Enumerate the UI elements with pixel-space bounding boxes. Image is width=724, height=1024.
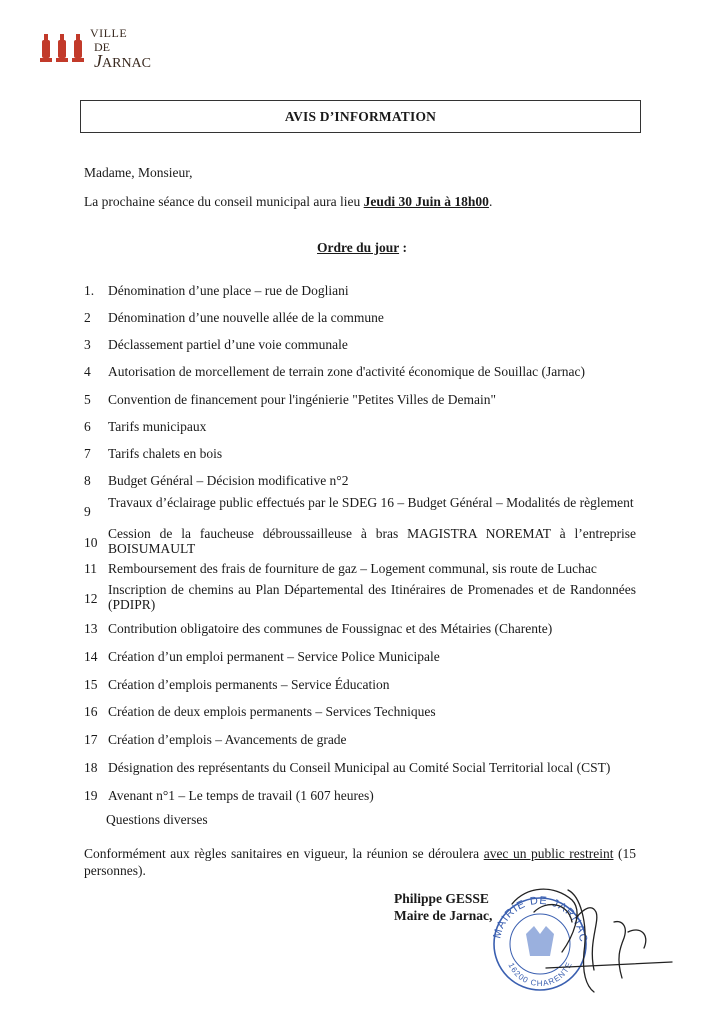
agenda-item-label: Création d’emplois – Avancements de grade [108, 732, 347, 747]
agenda-item-label: Travaux d’éclairage public effectués par le SDEG 16 – Budget Général – Modalités de règlement [108, 495, 634, 510]
notice-text: Conformément aux règles sanitaires en vigueur, la réunion se déroulera [84, 846, 484, 861]
agenda-item-number: 9 [84, 504, 91, 519]
svg-text:MAIRIE DE JARNAC: MAIRIE DE JARNAC [491, 894, 590, 944]
signatory-role: Maire de Jarnac, [394, 908, 493, 923]
agenda-item-number: 2 [84, 310, 91, 325]
agenda-item-label: Tarifs chalets en bois [108, 446, 223, 461]
agenda-item-label: Déclassement partiel d’une voie communale [108, 337, 348, 352]
agenda-item-number: 14 [84, 649, 98, 664]
logo-line-3-rest: ARNAC [102, 56, 152, 71]
intro-text: La prochaine séance du conseil municipal aura lieu [84, 194, 364, 209]
agenda-item-number: 16 [84, 704, 98, 719]
agenda-item-label: Avenant n°1 – Le temps de travail (1 607 heures) [108, 788, 374, 803]
agenda-item-number: 17 [84, 732, 98, 747]
agenda-item-label: Convention de financement pour l'ingénierie "Petites Villes de Demain" [108, 392, 497, 407]
notice-end: (15 personnes). [84, 846, 637, 878]
logo-line-3-cap: J [94, 51, 102, 71]
agenda-item-label: Budget Général – Décision modificative n°2 [108, 473, 349, 488]
agenda-item-number: 3 [84, 337, 91, 352]
agenda-item-label: Cession de la faucheuse débroussailleuse à bras MAGISTRA NOREMAT à l’entreprise BOISUMAULT [108, 526, 636, 556]
agenda-heading-text: Ordre du jour [317, 240, 400, 255]
agenda-item-label: Inscription de chemins au Plan Départemental des Itinéraires de Promenades et de Randonnées (PDIPR) [108, 582, 636, 612]
intro-end: . [488, 194, 493, 209]
salutation: Madame, Monsieur, [84, 165, 193, 180]
svg-text:16200 CHARENTE: 16200 CHARENTE [506, 960, 575, 989]
agenda-item-label: Autorisation de morcellement de terrain zone d'activité économique de Souillac (Jarnac) [108, 364, 585, 379]
agenda-item-label: Désignation des représentants du Conseil Municipal au Comité Social Territorial local (CST) [108, 760, 611, 775]
sanitary-notice [84, 845, 636, 879]
notice-title-box [80, 100, 641, 133]
notice-title: AVIS D’INFORMATION [284, 108, 437, 124]
agenda-item-number: 8 [84, 473, 91, 488]
agenda-heading-suffix: : [399, 240, 407, 255]
stamp-seal [491, 895, 589, 990]
agenda-item-label: Dénomination d’une nouvelle allée de la commune [108, 310, 384, 325]
official-stamp [476, 882, 686, 1002]
agenda-item-label: Dénomination d’une place – rue de Dogliani [108, 283, 349, 298]
agenda-item-number: 6 [84, 419, 91, 434]
logo-line-2: DE [94, 40, 110, 54]
logo-line-1: VILLE [90, 26, 128, 40]
agenda-item-number: 7 [84, 446, 91, 461]
agenda-item-number: 5 [84, 392, 91, 407]
restricted-public: avec un public restreint [483, 846, 614, 861]
agenda-item-label: Création d’un emploi permanent – Service Police Municipale [108, 649, 440, 664]
logo-wordmark [90, 26, 151, 71]
logo-emblem-icon [40, 34, 88, 68]
agenda-item-label: Tarifs municipaux [108, 419, 207, 434]
agenda-item-label: Création de deux emplois permanents – Services Techniques [108, 704, 436, 719]
agenda-item-number: 11 [84, 561, 97, 576]
agenda-item-number: 19 [84, 788, 98, 803]
agenda-closing: Questions diverses [106, 812, 208, 827]
agenda-item-number: 12 [84, 591, 98, 606]
agenda-item-label: Création d’emplois permanents – Service Éducation [108, 677, 390, 692]
agenda-item-number: 15 [84, 677, 98, 692]
meeting-intro [84, 194, 492, 210]
agenda-item-label: Contribution obligatoire des communes de Foussignac et des Métairies (Charente) [108, 621, 553, 636]
agenda-item-number: 1. [84, 283, 95, 298]
agenda-item-number: 18 [84, 760, 98, 775]
meeting-date: Jeudi 30 Juin à 18h00 [363, 194, 489, 209]
signatory-name: Philippe GESSE [394, 891, 489, 906]
agenda-item-number: 10 [84, 535, 98, 550]
logo-line-3 [90, 51, 152, 71]
agenda-item-number: 4 [84, 364, 91, 379]
agenda-item-number: 13 [84, 621, 98, 636]
agenda-item-label: Remboursement des frais de fourniture de gaz – Logement communal, sis route de Luchac [108, 561, 597, 576]
town-logo [40, 22, 150, 78]
agenda-heading [0, 240, 724, 256]
